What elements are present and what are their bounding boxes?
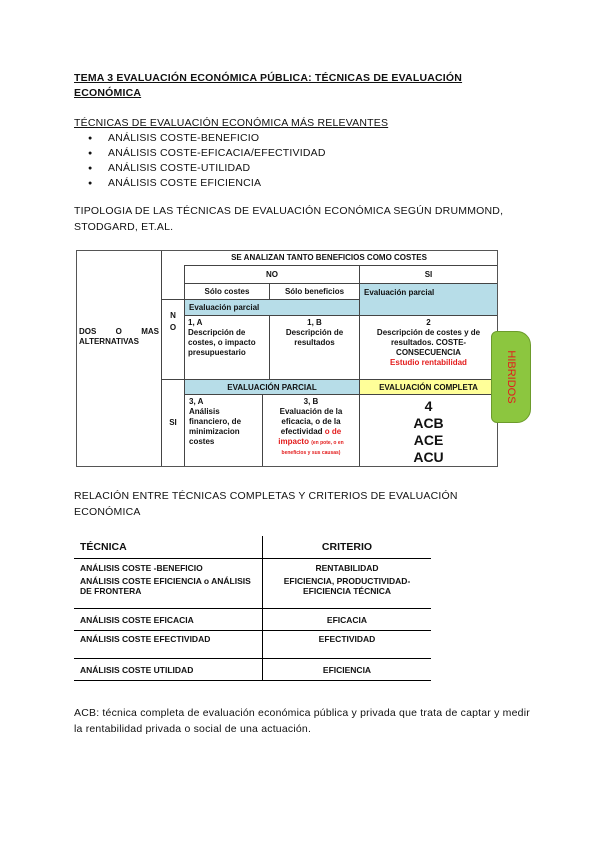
hibridos-tab — [491, 331, 531, 423]
cell-3a — [184, 394, 262, 466]
cell-4-num: 4 — [424, 398, 433, 414]
table-cell: RENTABILIDAD — [315, 563, 379, 573]
alternatives-label: DOS O MAS ALTERNATIVAS — [79, 327, 159, 346]
list-item: ● ANÁLISIS COSTE EFICIENCIA — [88, 176, 326, 191]
techniques-list — [88, 131, 326, 191]
table-row — [74, 559, 431, 574]
table-cell: ANÁLISIS COSTE EFECTIVIDAD — [74, 631, 263, 659]
cell-1a — [184, 315, 269, 379]
table-cell: EFECTIVIDAD — [263, 631, 432, 659]
cell-4 — [359, 394, 497, 466]
cell-1a-title: 1, A — [188, 318, 203, 327]
header-si: SI — [359, 265, 497, 283]
table-row — [74, 609, 431, 631]
cell-3b-text: Evaluación de la eficacia, o de la efectividad — [279, 407, 343, 436]
typology-paragraph: TIPOLOGIA DE LAS TÉCNICAS DE EVALUACIÓN ECONÓMICA SEGÚN DRUMMOND, STODGARD, ET.AL. — [74, 205, 504, 233]
table-header-tecnica: TÉCNICA — [74, 536, 263, 559]
solo-costes-label: Sólo costes — [184, 283, 269, 299]
cell-3b-title: 3, B — [303, 397, 319, 406]
solo-beneficios-label: Sólo beneficios — [269, 283, 359, 299]
cell-3a-title: 3, A — [189, 397, 204, 406]
table-cell: ANÁLISIS COSTE UTILIDAD — [74, 659, 263, 681]
cell-4-acb: ACB — [413, 415, 444, 431]
eval-completa: EVALUACIÓN COMPLETA — [359, 379, 497, 394]
section-subtitle: TÉCNICAS DE EVALUACIÓN ECONÓMICA MÁS RELEVANTES — [74, 117, 389, 129]
cell-3b — [262, 394, 359, 466]
eval-parcial-right: Evaluación parcial — [359, 283, 497, 315]
cell-1a-text: Descripción de costes, o impacto presupuestario — [188, 328, 256, 357]
cell-3b-red-o: o de — [324, 427, 342, 436]
cell-3a-text: Análisis financiero, de minimizacion costes — [189, 407, 242, 446]
table-cell: EFICIENCIA — [263, 659, 432, 681]
header-no: NO — [184, 265, 359, 283]
cell-3b-note: (en pote, o en beneficios y sus causas) — [281, 440, 344, 456]
cell-1b — [269, 315, 359, 379]
eval-parcial-mid: EVALUACIÓN PARCIAL — [184, 379, 359, 394]
row-label-no: N O — [161, 299, 184, 379]
page-title: TEMA 3 EVALUACIÓN ECONÓMICA PÚBLICA: TÉCNICAS DE EVALUACIÓN ECONÓMICA — [74, 72, 463, 99]
criteria-table — [74, 536, 431, 681]
relation-paragraph: RELACIÓN ENTRE TÉCNICAS COMPLETAS Y CRITERIOS DE EVALUACIÓN ECONÓMICA — [74, 490, 458, 518]
list-item: ● ANÁLISIS COSTE-UTILIDAD — [88, 161, 326, 176]
acb-definition: ACB: técnica completa de evaluación económica pública y privada que trata de captar y medir la rentabilidad privada o social de una actuación. — [74, 707, 530, 735]
typology-figure — [76, 250, 498, 467]
cell-1b-title: 1, B — [307, 318, 322, 327]
cell-4-ace: ACE — [413, 432, 444, 448]
cell-2-title: 2 — [426, 318, 431, 327]
table-cell: EFICACIA — [263, 609, 432, 631]
list-item: ● ANÁLISIS COSTE-EFICACIA/EFECTIVIDAD — [88, 146, 326, 161]
cell-2-red: Estudio rentabilidad — [390, 358, 467, 367]
table-row — [74, 659, 431, 681]
table-row — [74, 573, 431, 609]
table-cell: EFICIENCIA, PRODUCTIVIDAD-EFICIENCIA TÉCNICA — [283, 576, 411, 596]
cell-2-text: Descripción de costes y de resultados. COSTE-CONSECUENCIA — [376, 328, 481, 357]
eval-parcial-top: Evaluación parcial — [184, 299, 359, 315]
table-cell: ANÁLISIS COSTE EFICACIA — [74, 609, 263, 631]
cell-2 — [359, 315, 497, 379]
table-cell: ANÁLISIS COSTE EFICIENCIA o ANÁLISIS DE FRONTERA — [74, 573, 263, 609]
hibridos-label: HIBRIDOS — [505, 350, 517, 404]
cell-4-acu: ACU — [413, 449, 444, 465]
cell-1b-text: Descripción de resultados — [285, 328, 344, 347]
table-cell: ANÁLISIS COSTE -BENEFICIO — [74, 559, 263, 574]
figure-header: SE ANALIZAN TANTO BENEFICIOS COMO COSTES — [231, 253, 427, 262]
row-label-si: SI — [161, 379, 184, 466]
list-item: ● ANÁLISIS COSTE-BENEFICIO — [88, 131, 326, 146]
cell-3b-red-impacto: impacto — [278, 437, 309, 446]
table-row — [74, 631, 431, 659]
table-header-criterio: CRITERIO — [263, 536, 432, 559]
